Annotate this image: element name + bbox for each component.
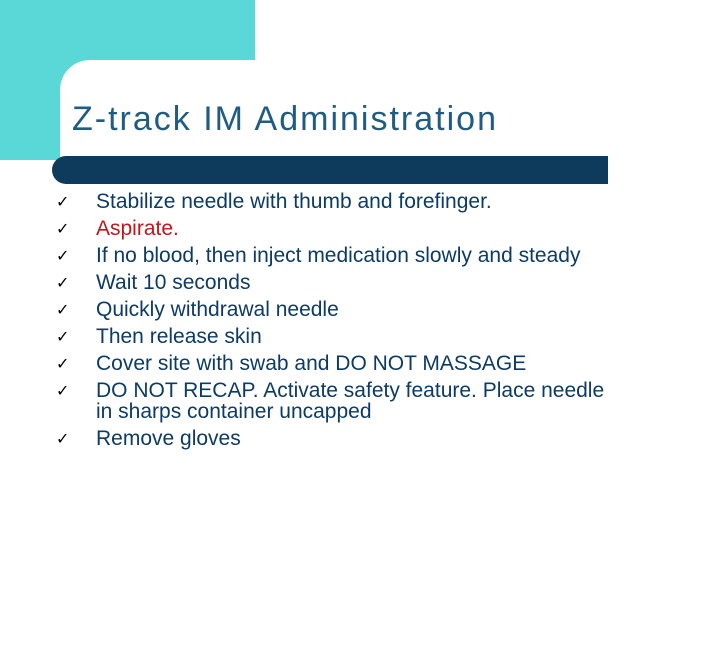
bullet-item [56, 353, 616, 374]
check-mark-icon: ✓ [56, 381, 70, 400]
bullet-text: If no blood, then inject medication slowly and steady [96, 244, 581, 267]
bullet-text: Remove gloves [96, 427, 241, 450]
bullet-item [56, 218, 616, 239]
bullet-text: Then release skin [96, 325, 262, 348]
check-mark-icon: ✓ [56, 192, 70, 211]
bullet-item [56, 191, 616, 212]
bullet-text: Cover site with swab and DO NOT MASSAGE [96, 352, 527, 375]
bullet-item [56, 299, 616, 320]
bullet-text: DO NOT RECAP. Activate safety feature. Place needle in sharps container uncapped [96, 379, 605, 423]
bullet-list [56, 191, 616, 455]
check-mark-icon: ✓ [56, 354, 70, 373]
bullet-text: Quickly withdrawal needle [96, 298, 339, 321]
check-mark-icon: ✓ [56, 219, 70, 238]
bullet-text: Aspirate. [96, 217, 179, 240]
slide-title: Z-track IM Administration [72, 100, 498, 138]
title-divider-bar [52, 156, 608, 184]
bullet-text: Wait 10 seconds [96, 271, 251, 294]
check-mark-icon: ✓ [56, 273, 70, 292]
bullet-text: Stabilize needle with thumb and forefinger. [96, 190, 492, 213]
bullet-item [56, 428, 616, 449]
bullet-item [56, 380, 616, 422]
bullet-item [56, 245, 616, 266]
check-mark-icon: ✓ [56, 429, 70, 448]
check-mark-icon: ✓ [56, 246, 70, 265]
bullet-item [56, 272, 616, 293]
check-mark-icon: ✓ [56, 300, 70, 319]
check-mark-icon: ✓ [56, 327, 70, 346]
bullet-item [56, 326, 616, 347]
